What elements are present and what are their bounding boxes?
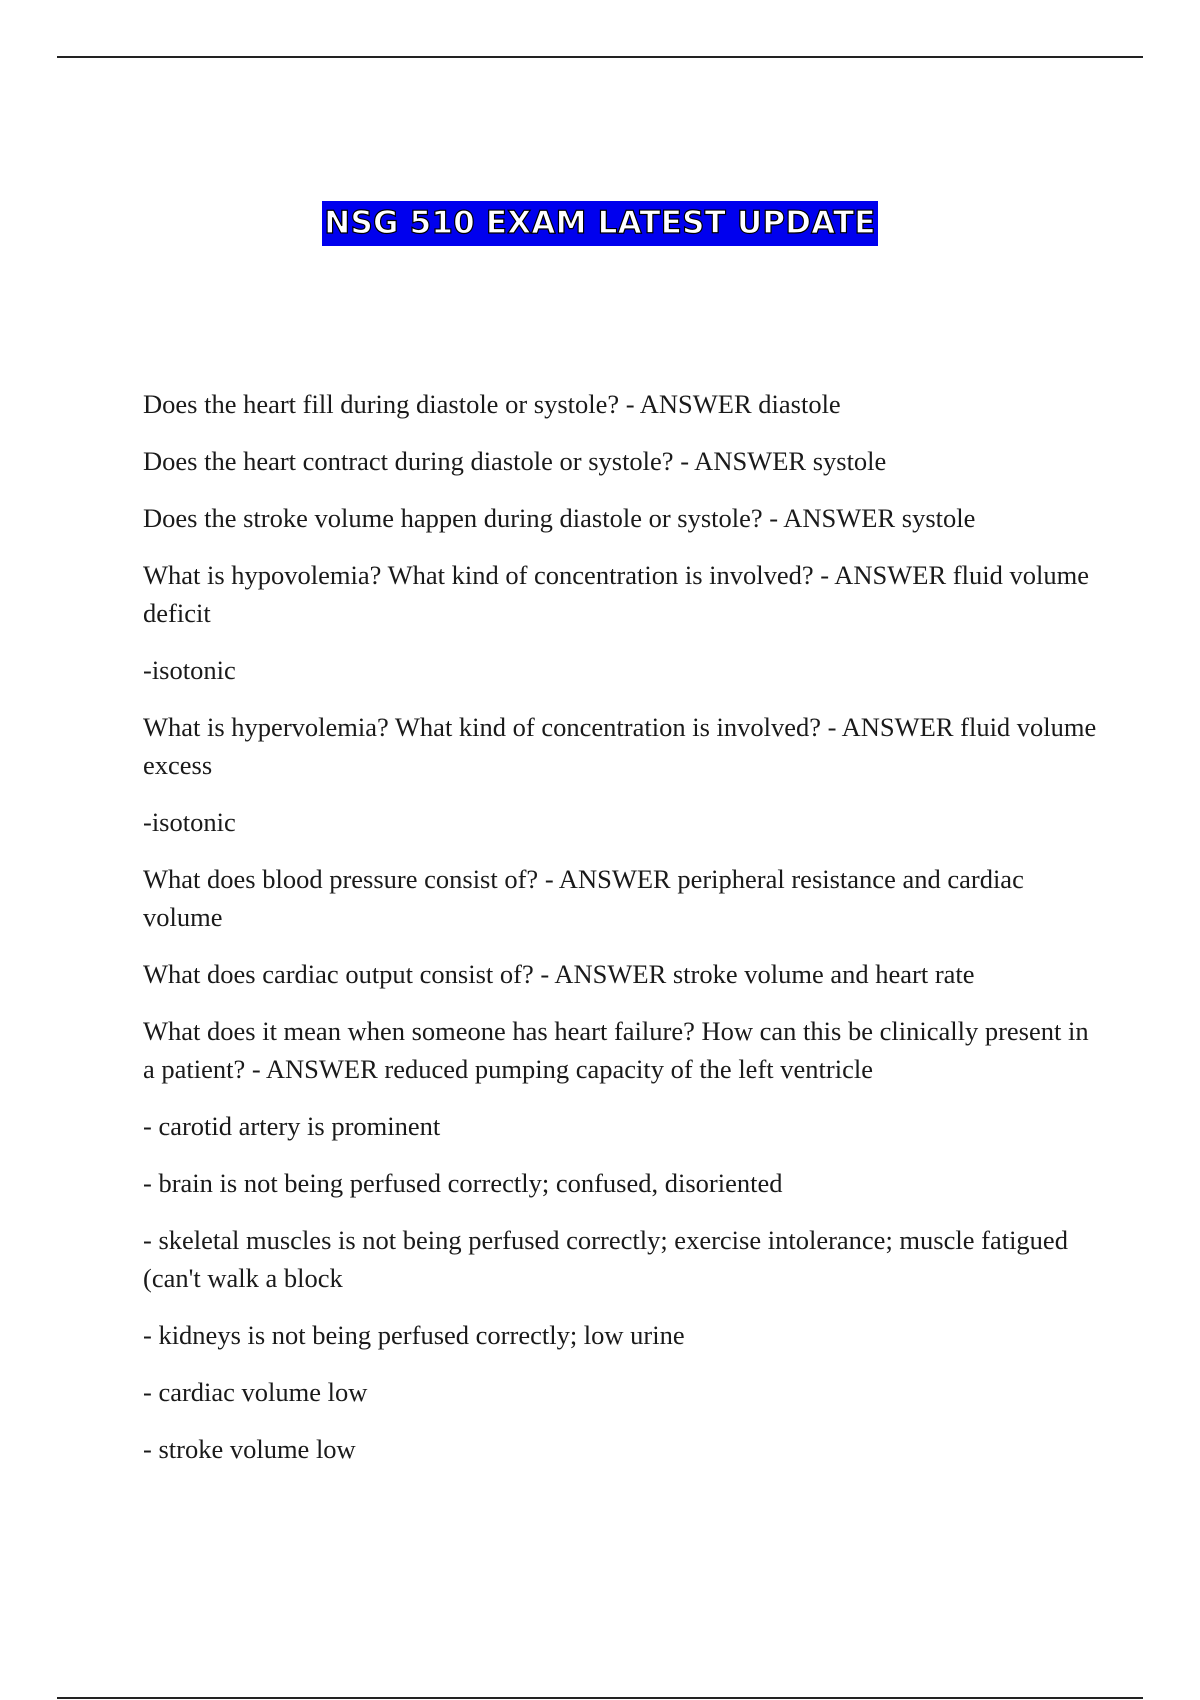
qa-paragraph: Does the stroke volume happen during diastole or systole? - ANSWER systole — [143, 503, 976, 533]
answer-detail: - brain is not being perfused correctly; confused, disoriented — [143, 1168, 783, 1198]
document-body — [143, 385, 1103, 1487]
qa-paragraph: What does it mean when someone has heart failure? How can this be clinically present in a patient? - ANSWER reduced pumping capacity of the left ventricle — [143, 1016, 1089, 1084]
qa-paragraph: What does cardiac output consist of? - ANSWER stroke volume and heart rate — [143, 959, 975, 989]
document-title: NSG 510 EXAM LATEST UPDATE — [322, 201, 877, 246]
qa-paragraph: Does the heart contract during diastole or systole? - ANSWER systole — [143, 446, 887, 476]
answer-detail: - cardiac volume low — [143, 1377, 368, 1407]
answer-detail: - kidneys is not being perfused correctly; low urine — [143, 1320, 685, 1350]
qa-paragraph: Does the heart fill during diastole or systole? - ANSWER diastole — [143, 389, 841, 419]
answer-detail: -isotonic — [143, 807, 236, 837]
answer-detail: - skeletal muscles is not being perfused correctly; exercise intolerance; muscle fatigued (can't walk a block — [143, 1225, 1068, 1293]
title-container — [0, 201, 1200, 246]
answer-detail: - stroke volume low — [143, 1434, 356, 1464]
top-rule — [57, 56, 1143, 58]
qa-paragraph: What does blood pressure consist of? - ANSWER peripheral resistance and cardiac volume — [143, 864, 1024, 932]
bottom-rule — [57, 1697, 1143, 1699]
qa-paragraph: What is hypovolemia? What kind of concentration is involved? - ANSWER fluid volume deficit — [143, 560, 1089, 628]
answer-detail: -isotonic — [143, 655, 236, 685]
answer-detail: - carotid artery is prominent — [143, 1111, 441, 1141]
qa-paragraph: What is hypervolemia? What kind of concentration is involved? - ANSWER fluid volume excess — [143, 712, 1097, 780]
